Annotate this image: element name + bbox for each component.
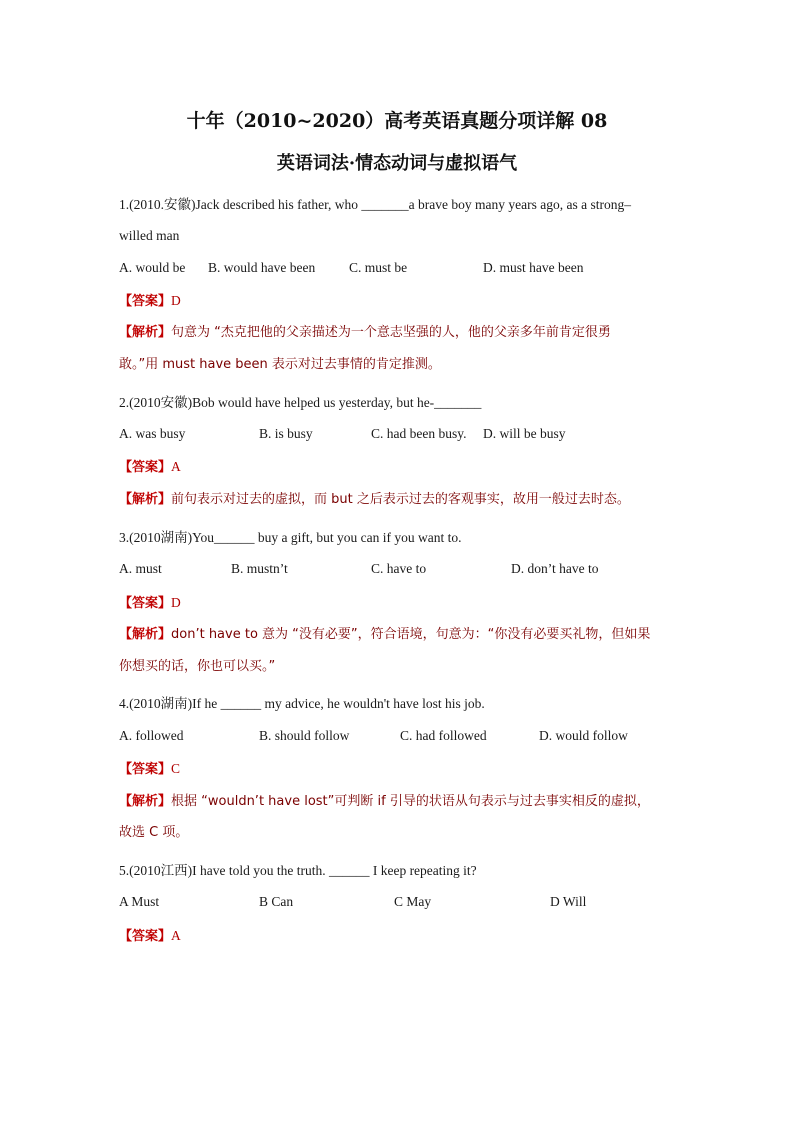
answer-tag: 【答案】	[119, 460, 172, 475]
explain-tag: 【解析】	[119, 627, 172, 642]
explain-tag: 【解析】	[119, 794, 172, 809]
q5-option-b: B Can	[259, 894, 294, 909]
q2-option-c: C. had been busy.	[371, 426, 467, 441]
q2-option-d: D. will be busy	[483, 426, 566, 441]
q2-stem-line1: 2.(2010安徽)Bob would have helped us yesterday, but he-_______	[119, 395, 482, 410]
answer-tag: 【答案】	[119, 294, 172, 309]
q2-options	[119, 426, 679, 444]
q4-option-a: A. followed	[119, 728, 184, 743]
q4-answer-value: C	[171, 761, 181, 776]
q1-option-b: B. would have been	[208, 260, 316, 275]
q5-option-d: D Will	[550, 894, 587, 909]
answer-tag: 【答案】	[119, 762, 172, 777]
q5-stem-line1: 5.(2010江西)I have told you the truth. ______ I keep repeating it?	[119, 863, 477, 878]
answer-tag: 【答案】	[119, 929, 172, 944]
q2-option-b: B. is busy	[259, 426, 313, 441]
q4-explanation-line1: 【解析】根据 “wouldn’t have lost”可判断 if 引导的状语从句表示与过去事实相反的虚拟，	[119, 794, 650, 809]
q5-answer	[119, 925, 181, 944]
explain-tag: 【解析】	[119, 492, 172, 507]
q4-option-d: D. would follow	[539, 728, 628, 743]
q4-options	[119, 728, 679, 746]
q2-explanation-line1: 【解析】前句表示对过去的虚拟，而 but 之后表示过去的客观事实，故用一般过去时态。	[119, 492, 630, 507]
q1-options	[119, 260, 679, 278]
q3-option-b: B. mustn’t	[231, 561, 288, 576]
q3-options	[119, 561, 679, 579]
q1-option-c: C. must be	[349, 260, 408, 275]
q3-option-a: A. must	[119, 561, 162, 576]
q1-explanation-line2: 敢。”用 must have been 表示对过去事情的肯定推测。	[119, 357, 441, 372]
q3-answer-value: D	[171, 595, 181, 610]
explain-tag: 【解析】	[119, 325, 172, 340]
q1-stem-line1: 1.(2010.安徽)Jack described his father, who _______a brave boy many years ago, as a strong–	[119, 197, 631, 212]
q1-answer	[119, 290, 181, 309]
q5-option-c: C May	[394, 894, 432, 909]
q3-explanation-line1: 【解析】don’t have to 意为 “没有必要”，符合语境，句意为：“你没有必要买礼物，但如果	[119, 627, 651, 642]
q3-option-d: D. don’t have to	[511, 561, 599, 576]
q1-stem-line2: willed man	[119, 228, 180, 243]
q3-option-c: C. have to	[371, 561, 427, 576]
q1-option-a: A. would be	[119, 260, 186, 275]
q5-answer-value: A	[171, 928, 181, 943]
answer-tag: 【答案】	[119, 596, 172, 611]
q2-answer-value: A	[171, 459, 181, 474]
q3-stem-line1: 3.(2010湖南)You______ buy a gift, but you can if you want to.	[119, 530, 462, 545]
q4-stem-line1: 4.(2010湖南)If he ______ my advice, he wouldn't have lost his job.	[119, 696, 485, 711]
q4-option-b: B. should follow	[259, 728, 350, 743]
q4-answer	[119, 758, 180, 777]
q4-explanation-line2: 故选 C 项。	[119, 825, 189, 840]
q2-option-a: A. was busy	[119, 426, 186, 441]
q1-option-d: D. must have been	[483, 260, 584, 275]
page-subtitle: 英语词法·情态动词与虚拟语气	[276, 153, 518, 174]
q5-options	[119, 894, 679, 912]
q3-answer	[119, 592, 181, 611]
q5-option-a: A Must	[119, 894, 160, 909]
q3-explanation-line2: 你想买的话，你也可以买。”	[119, 659, 276, 674]
q1-explanation-line1: 【解析】句意为 “杰克把他的父亲描述为一个意志坚强的人，他的父亲多年前肯定很勇	[119, 325, 611, 340]
q4-option-c: C. had followed	[400, 728, 487, 743]
page-title: 十年（2010~2020）高考英语真题分项详解 08	[186, 110, 608, 132]
q2-answer	[119, 456, 181, 475]
q1-answer-value: D	[171, 293, 181, 308]
